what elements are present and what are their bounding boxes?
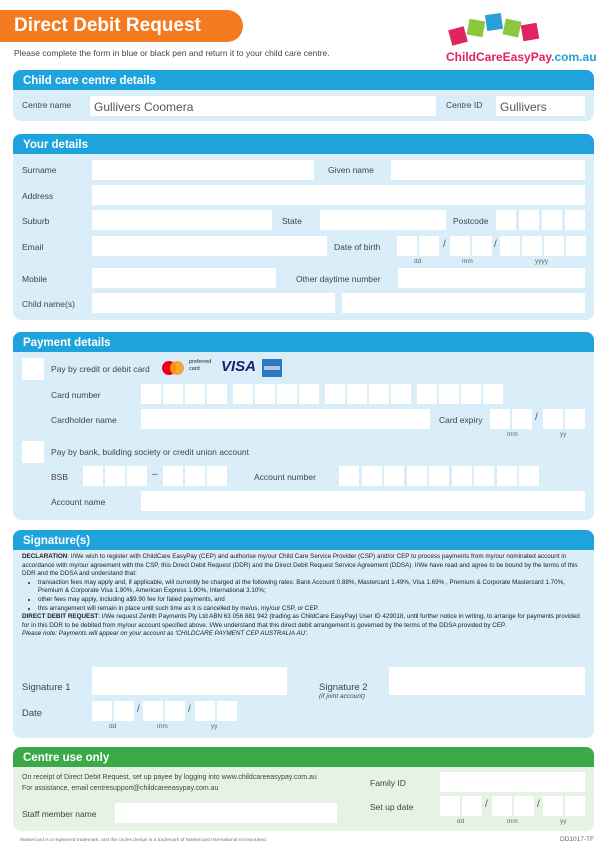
card-number-cell[interactable] — [233, 384, 253, 404]
section-heading: Centre use only — [13, 747, 594, 767]
card-payment-checkbox[interactable] — [22, 358, 44, 380]
bsb-cell[interactable] — [127, 466, 147, 486]
dob-month-cell[interactable] — [472, 236, 492, 256]
signature-1-field[interactable] — [92, 667, 287, 695]
bsb-cell[interactable] — [163, 466, 183, 486]
section-heading: Your details — [13, 134, 594, 154]
mm-caption: mm — [157, 723, 168, 730]
sig-date-month-cell[interactable] — [143, 701, 163, 721]
account-number-cell[interactable] — [339, 466, 359, 486]
child-name-field-1[interactable] — [92, 293, 335, 313]
dob-year-cell[interactable] — [544, 236, 564, 256]
card-number-cell[interactable] — [417, 384, 437, 404]
account-name-field[interactable] — [141, 491, 585, 511]
expiry-year-cell[interactable] — [543, 409, 563, 429]
surname-label: Surname — [22, 165, 57, 175]
card-number-cell[interactable] — [483, 384, 503, 404]
cardholder-label: Cardholder name — [51, 415, 117, 425]
card-number-cell[interactable] — [391, 384, 411, 404]
centre-name-field[interactable]: Gullivers Coomera — [90, 96, 436, 116]
dob-label: Date of birth — [334, 242, 381, 252]
date-separator: / — [537, 799, 540, 810]
sig-date-day-cell[interactable] — [114, 701, 134, 721]
centre-name-label: Centre name — [22, 100, 72, 110]
dob-day-cell[interactable] — [397, 236, 417, 256]
section-heading: Child care centre details — [13, 70, 594, 90]
form-title: Direct Debit Request — [0, 10, 243, 42]
card-number-cell[interactable] — [299, 384, 319, 404]
expiry-month-cell[interactable] — [512, 409, 532, 429]
account-name-label: Account name — [51, 497, 106, 507]
given-name-label: Given name — [328, 165, 374, 175]
logo-text: ChildCareEasyPay.com.au — [446, 50, 597, 64]
mastercard-icon — [160, 360, 186, 376]
state-label: State — [282, 216, 302, 226]
setup-day-cell[interactable] — [440, 796, 460, 816]
card-number-cell[interactable] — [163, 384, 183, 404]
family-id-label: Family ID — [370, 778, 406, 788]
section-heading: Payment details — [13, 332, 594, 352]
state-field[interactable] — [320, 210, 446, 230]
dob-month-cell[interactable] — [450, 236, 470, 256]
bsb-label: BSB — [51, 472, 69, 482]
card-number-cell[interactable] — [141, 384, 161, 404]
setup-day-cell[interactable] — [462, 796, 482, 816]
postcode-cell[interactable] — [519, 210, 539, 230]
card-number-cell[interactable] — [207, 384, 227, 404]
mobile-field[interactable] — [92, 268, 276, 288]
expiry-month-cell[interactable] — [490, 409, 510, 429]
date-separator: / — [485, 799, 488, 810]
expiry-year-cell[interactable] — [565, 409, 585, 429]
yyyy-caption: yyyy — [535, 258, 548, 265]
declaration-text: DECLARATION: I/We wish to register with ChildCare EasyPay (CEP) and authorise my/our Child Care Service Provider (CSP) and/or CEP to process payments from my/our nominated account in accordance with my/our agreement with the CSP, this Direct Debit Request (DDR) and the Direct Debit Request Service Agreement (DDSA). I/We have read and agree to be bound by the terms of this DDR and the DDSA and understand that: • transaction fees may apply and, if applicable, will currently be charged at the following rates: Bank Account 0.88%, Mastercard 1.49%, Visa 1.69% , Premium & Corporate Mastercard 1.70%, Premium & Corporate Visa 1.90%, American Express 1.90%, International 3.10%; • other fees may apply, including a$9.90 fee for failed payments, and • this arrangement will remain in place until such time as it is cancelled by me/us, my/our CSP, or CEP. DIRECT DEBIT REQUEST: I/We request Zenith Payments Pty Ltd ABN 63 056 881 942 (trading as ChildCare EasyPay) User ID 429018, until further notice in writing, to arrange for payments provided for in this DDR to be debited from my/our account specified above. I/We understand that this direct debit arrangement is governed by the terms of the DDSA provided by CEP. Please note: Payments will appear on your account as 'CHILDCARE PAYMENT CEP AUSTRALIA AU'. — [22, 553, 588, 639]
dd-caption: dd — [414, 258, 422, 265]
declaration-bullet: • other fees may apply, including a$9.90 fee for failed payments, and — [38, 596, 588, 605]
account-number-cell[interactable] — [452, 466, 472, 486]
account-number-cell[interactable] — [429, 466, 449, 486]
surname-field[interactable] — [92, 160, 314, 180]
card-number-cell[interactable] — [255, 384, 275, 404]
visa-logo: VISA — [221, 358, 257, 375]
setup-date-label: Set up date — [370, 802, 414, 812]
suburb-field[interactable] — [92, 210, 272, 230]
section-heading: Signature(s) — [13, 530, 594, 550]
staff-field[interactable] — [115, 803, 337, 823]
bank-option-label: Pay by bank, building society or credit union account — [51, 447, 249, 457]
mm-caption: mm — [507, 818, 518, 825]
account-number-cell[interactable] — [384, 466, 404, 486]
account-number-cell[interactable] — [407, 466, 427, 486]
date-separator: / — [188, 704, 191, 715]
date-separator: / — [443, 239, 446, 250]
bsb-cell[interactable] — [185, 466, 205, 486]
signature-1-label: Signature 1 — [22, 682, 71, 693]
child-name-field-2[interactable] — [342, 293, 585, 313]
family-id-field[interactable] — [440, 772, 585, 792]
card-number-cell[interactable] — [347, 384, 367, 404]
card-expiry-label: Card expiry — [439, 415, 483, 425]
dob-year-cell[interactable] — [566, 236, 586, 256]
setup-year-cell[interactable] — [565, 796, 585, 816]
postcode-cell[interactable] — [542, 210, 562, 230]
setup-month-cell[interactable] — [514, 796, 534, 816]
declaration-bullet: • this arrangement will remain in place until such time as it is cancelled by me/us, my/our CSP, or CEP. — [38, 605, 588, 614]
account-number-cell[interactable] — [362, 466, 382, 486]
centre-id-field[interactable]: Gullivers — [496, 96, 585, 116]
account-number-cell[interactable] — [519, 466, 539, 486]
mm-caption: mm — [462, 258, 473, 265]
bsb-cell[interactable] — [207, 466, 227, 486]
date-separator: / — [494, 239, 497, 250]
dob-day-cell[interactable] — [419, 236, 439, 256]
signature-2-field[interactable] — [389, 667, 585, 695]
date-label: Date — [22, 708, 43, 719]
card-number-cell[interactable] — [461, 384, 481, 404]
card-number-cell[interactable] — [325, 384, 345, 404]
setup-year-cell[interactable] — [543, 796, 563, 816]
account-number-cell[interactable] — [474, 466, 494, 486]
centre-use-instruction: On receipt of Direct Debit Request, set up payee by logging into www.childcareeasypay.com.au — [22, 774, 317, 781]
yy-caption: yy — [560, 431, 567, 438]
bsb-dash: – — [152, 469, 158, 480]
declaration-bullet: • transaction fees may apply and, if applicable, will currently be charged at the following rates: Bank Account 0.88%, Mastercard 1.49%, Visa 1.69% , Premium & Corporate Mastercard 1.70%, Premium & Corporate Visa 1.90%, American Express 1.90%, International 3.10%; — [38, 579, 588, 596]
email-field[interactable] — [92, 236, 327, 256]
cardholder-field[interactable] — [141, 409, 430, 429]
date-separator: / — [137, 704, 140, 715]
form-code: DD1017-TF — [560, 836, 594, 843]
dob-year-cell[interactable] — [522, 236, 542, 256]
address-field[interactable] — [92, 185, 585, 205]
signature-2-label: Signature 2 — [319, 682, 368, 693]
sig-date-year-cell[interactable] — [217, 701, 237, 721]
mm-caption: mm — [507, 431, 518, 438]
yy-caption: yy — [211, 723, 218, 730]
dd-caption: dd — [109, 723, 117, 730]
yy-caption: yy — [560, 818, 567, 825]
email-label: Email — [22, 242, 44, 252]
dob-year-cell[interactable] — [500, 236, 520, 256]
bsb-cell[interactable] — [105, 466, 125, 486]
centre-id-label: Centre ID — [446, 100, 483, 110]
card-number-cell[interactable] — [185, 384, 205, 404]
bank-payment-checkbox[interactable] — [22, 441, 44, 463]
date-separator: / — [535, 412, 538, 423]
suburb-label: Suburb — [22, 216, 50, 226]
child-names-label: Child name(s) — [22, 299, 75, 309]
postcode-label: Postcode — [453, 216, 489, 226]
card-option-label: Pay by credit or debit card — [51, 364, 150, 374]
other-phone-label: Other daytime number — [296, 274, 381, 284]
dd-caption: dd — [457, 818, 465, 825]
setup-month-cell[interactable] — [492, 796, 512, 816]
sig-date-day-cell[interactable] — [92, 701, 112, 721]
sig-date-month-cell[interactable] — [165, 701, 185, 721]
preferred-card-text: preferred card — [189, 359, 212, 372]
amex-icon — [262, 359, 282, 377]
account-number-label: Account number — [254, 472, 316, 482]
given-name-field[interactable] — [391, 160, 585, 180]
sig-date-year-cell[interactable] — [195, 701, 215, 721]
mobile-label: Mobile — [22, 274, 48, 284]
card-number-label: Card number — [51, 390, 101, 400]
other-phone-field[interactable] — [398, 268, 585, 288]
bsb-cell[interactable] — [83, 466, 103, 486]
postcode-cell[interactable] — [565, 210, 585, 230]
staff-label: Staff member name — [22, 809, 97, 819]
card-number-cell[interactable] — [277, 384, 297, 404]
postcode-cell[interactable] — [496, 210, 516, 230]
joint-account-note: (if joint account) — [319, 693, 365, 700]
centre-use-support: For assistance, email centresupport@childcareeasypay.com.au — [22, 785, 219, 792]
account-number-cell[interactable] — [497, 466, 517, 486]
card-number-cell[interactable] — [439, 384, 459, 404]
trademark-note: Mastercard is a registered trademark, and the circles design is a trademark of Mastercard International Incorporated. — [20, 838, 268, 843]
address-label: Address — [22, 191, 54, 201]
intro-text: Please complete the form in blue or black pen and return it to your child care centre. — [14, 48, 330, 58]
card-number-cell[interactable] — [369, 384, 389, 404]
